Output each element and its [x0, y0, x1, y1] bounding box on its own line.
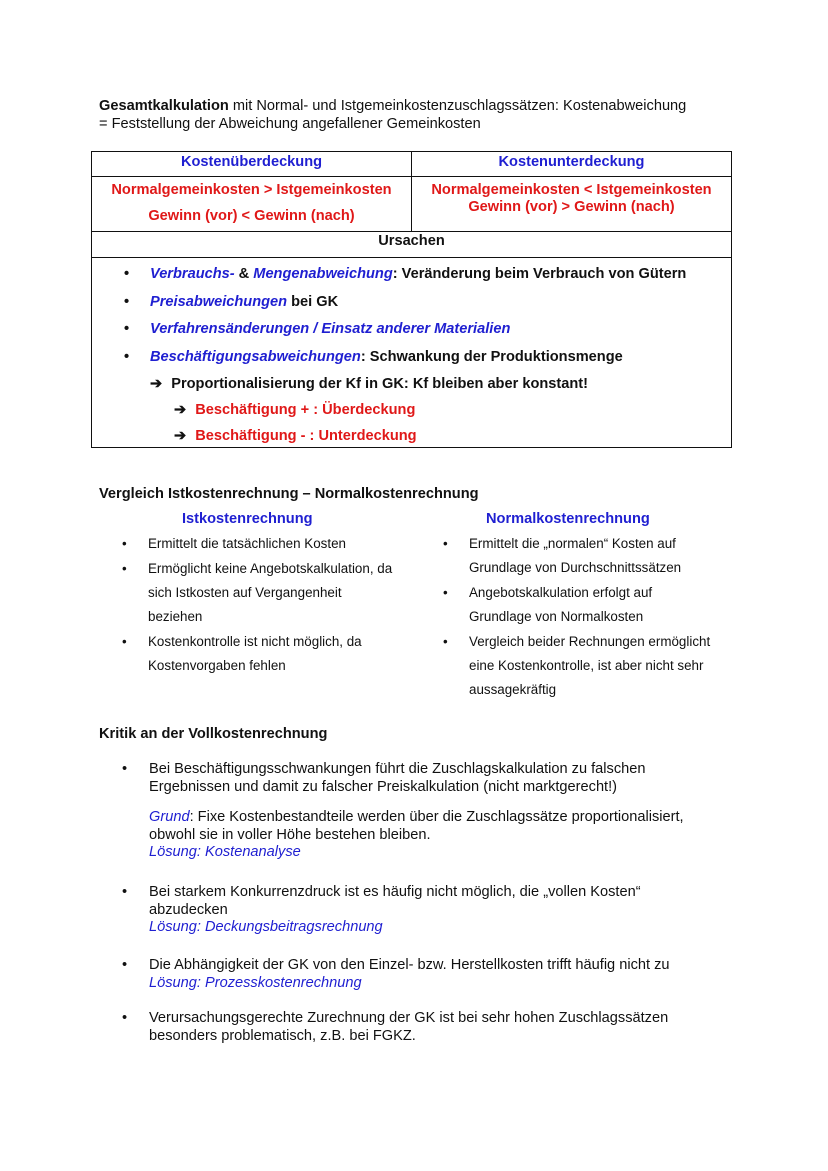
grund-line2: obwohl sie in voller Höhe bestehen bleiben. [149, 826, 431, 843]
kritik-item-2 [122, 884, 722, 937]
cause-beschaeftigung-text: : Schwankung der Produktionsmenge [360, 349, 623, 365]
arrow-right-icon: ➔ [150, 376, 163, 392]
arrow-text: Proportionalisierung der Kf in GK: Kf bleiben aber konstant! [171, 376, 588, 392]
loesung-label: Lösung [149, 919, 197, 935]
bullet-icon: • [122, 1010, 128, 1026]
kritik-title: Kritik an der Vollkostenrechnung [99, 726, 328, 742]
bullet-icon: • [122, 634, 127, 649]
kritik-item-1 [122, 761, 722, 862]
loesung-label: Lösung [149, 844, 197, 860]
kritik-4-line1: Verursachungsgerechte Zurechnung der GK ist bei sehr hohen Zuschlagssätzen [149, 1010, 669, 1026]
ursachen-list [92, 258, 732, 448]
normalkosten-list [443, 532, 743, 707]
header-kostenueberdeckung: Kostenüberdeckung [92, 152, 412, 177]
kritik-3-line1: Die Abhängigkeit der GK von den Einzel- bzw. Herstellkosten trifft häufig nicht zu [149, 957, 670, 973]
list-item-cont: Grundlage von Durchschnittssätzen [469, 560, 682, 575]
cause-mengenabweichung: Mengenabweichung [253, 266, 393, 282]
cause-beschaeftigung: Beschäftigungsabweichungen [150, 349, 361, 365]
bullet-icon: • [124, 294, 130, 310]
cell-ueberdeckung [92, 177, 412, 232]
bullet-icon: • [122, 561, 127, 576]
colon: : [196, 919, 205, 935]
list-item-cont: aussagekräftig [469, 682, 557, 697]
list-item-cont: beziehen [148, 609, 203, 624]
istkosten-heading: Istkostenrechnung [182, 511, 313, 527]
bullet-icon: • [443, 536, 448, 551]
bullet-icon: • [122, 761, 128, 777]
list-item: Vergleich beider Rechnungen ermöglicht [469, 634, 711, 649]
ueberdeckung-line1: Normalgemeinkosten > Istgemeinkosten [111, 182, 392, 198]
kritik-1-line2: Ergebnissen und damit zu falscher Preiskalkulation (nicht marktgerecht!) [149, 778, 618, 795]
cause-verbrauch-text: : Veränderung beim Verbrauch von Gütern [392, 266, 687, 282]
kritik-item-3 [122, 957, 722, 992]
arrow-item [174, 401, 415, 419]
list-item: Ermittelt die „normalen“ Kosten auf [469, 536, 676, 551]
list-item-cont: sich Istkosten auf Vergangenheit [148, 585, 342, 600]
list-item-cont: Kostenvorgaben fehlen [148, 658, 286, 673]
loesung-2: Deckungsbeitragsrechnung [205, 919, 383, 935]
unterdeckung-line2: Gewinn (vor) > Gewinn (nach) [468, 199, 675, 215]
cell-unterdeckung [412, 177, 732, 232]
intro-line2: = Feststellung der Abweichung angefallener Gemeinkosten [99, 116, 481, 132]
ueberdeckung-line2: Gewinn (vor) < Gewinn (nach) [148, 208, 355, 224]
list-item-cont: Grundlage von Normalkosten [469, 609, 644, 624]
arrow-text: Beschäftigung + : Überdeckung [195, 402, 416, 418]
bullet-icon: • [443, 585, 448, 600]
list-item-cont: eine Kostenkontrolle, ist aber nicht sehr [469, 658, 704, 673]
kritik-item-4 [122, 1010, 722, 1045]
ursachen-header: Ursachen [92, 232, 732, 258]
bullet-icon: • [122, 884, 128, 900]
bullet-icon: • [124, 349, 130, 365]
grund-line1: : Fixe Kostenbestandteile werden über die Zuschlagssätze proportionalisiert, [189, 809, 684, 825]
cause-preis-text: bei GK [287, 294, 339, 310]
intro-paragraph [99, 97, 749, 133]
intro-bold: Gesamtkalkulation [99, 98, 229, 114]
list-item: Angebotskalkulation erfolgt auf [469, 585, 653, 600]
grund-label: Grund [149, 809, 190, 825]
loesung-label: Lösung [149, 974, 197, 991]
kritik-1-line1: Bei Beschäftigungsschwankungen führt die Zuschlagskalkulation zu falschen [149, 761, 646, 777]
header-kostenunterdeckung: Kostenunterdeckung [412, 152, 732, 177]
normalkosten-heading: Normalkostenrechnung [486, 511, 650, 527]
bullet-icon: • [122, 957, 128, 973]
vergleich-title: Vergleich Istkostenrechnung – Normalkostenrechnung [99, 486, 479, 502]
list-item: Kostenkontrolle ist nicht möglich, da [148, 634, 362, 649]
bullet-icon: • [122, 536, 127, 551]
colon: : [196, 844, 205, 860]
kritik-4-line2: besonders problematisch, z.B. bei FGKZ. [149, 1027, 416, 1044]
cause-amp: & [234, 266, 254, 282]
arrow-item [174, 427, 417, 445]
bullet-icon: • [443, 634, 448, 649]
list-item: Ermittelt die tatsächlichen Kosten [148, 536, 346, 551]
list-item: Ermöglicht keine Angebotskalkulation, da [148, 561, 393, 576]
intro-line1: mit Normal- und Istgemeinkostenzuschlagssätzen: Kostenabweichung [228, 98, 687, 114]
loesung-1: Kostenanalyse [205, 844, 301, 860]
cause-verfahren: Verfahrensänderungen / Einsatz anderer Materialien [150, 321, 511, 337]
cause-preisabweichungen: Preisabweichungen [150, 294, 288, 310]
kritik-2-line2: abzudecken [149, 901, 228, 918]
loesung-3: Prozesskostenrechnung [205, 974, 362, 991]
arrow-right-icon: ➔ [174, 428, 187, 444]
cause-verbrauchs: Verbrauchs- [150, 266, 235, 282]
arrow-item [150, 375, 588, 393]
arrow-text: Beschäftigung - : Unterdeckung [195, 428, 417, 444]
unterdeckung-line1: Normalgemeinkosten < Istgemeinkosten [431, 182, 712, 198]
kosten-table [91, 151, 732, 448]
kritik-2-line1: Bei starkem Konkurrenzdruck ist es häufig nicht möglich, die „vollen Kosten“ [149, 884, 641, 900]
arrow-right-icon: ➔ [174, 402, 187, 418]
bullet-icon: • [124, 266, 130, 282]
colon: : [196, 974, 205, 991]
bullet-icon: • [124, 321, 130, 337]
istkosten-list [122, 532, 422, 682]
